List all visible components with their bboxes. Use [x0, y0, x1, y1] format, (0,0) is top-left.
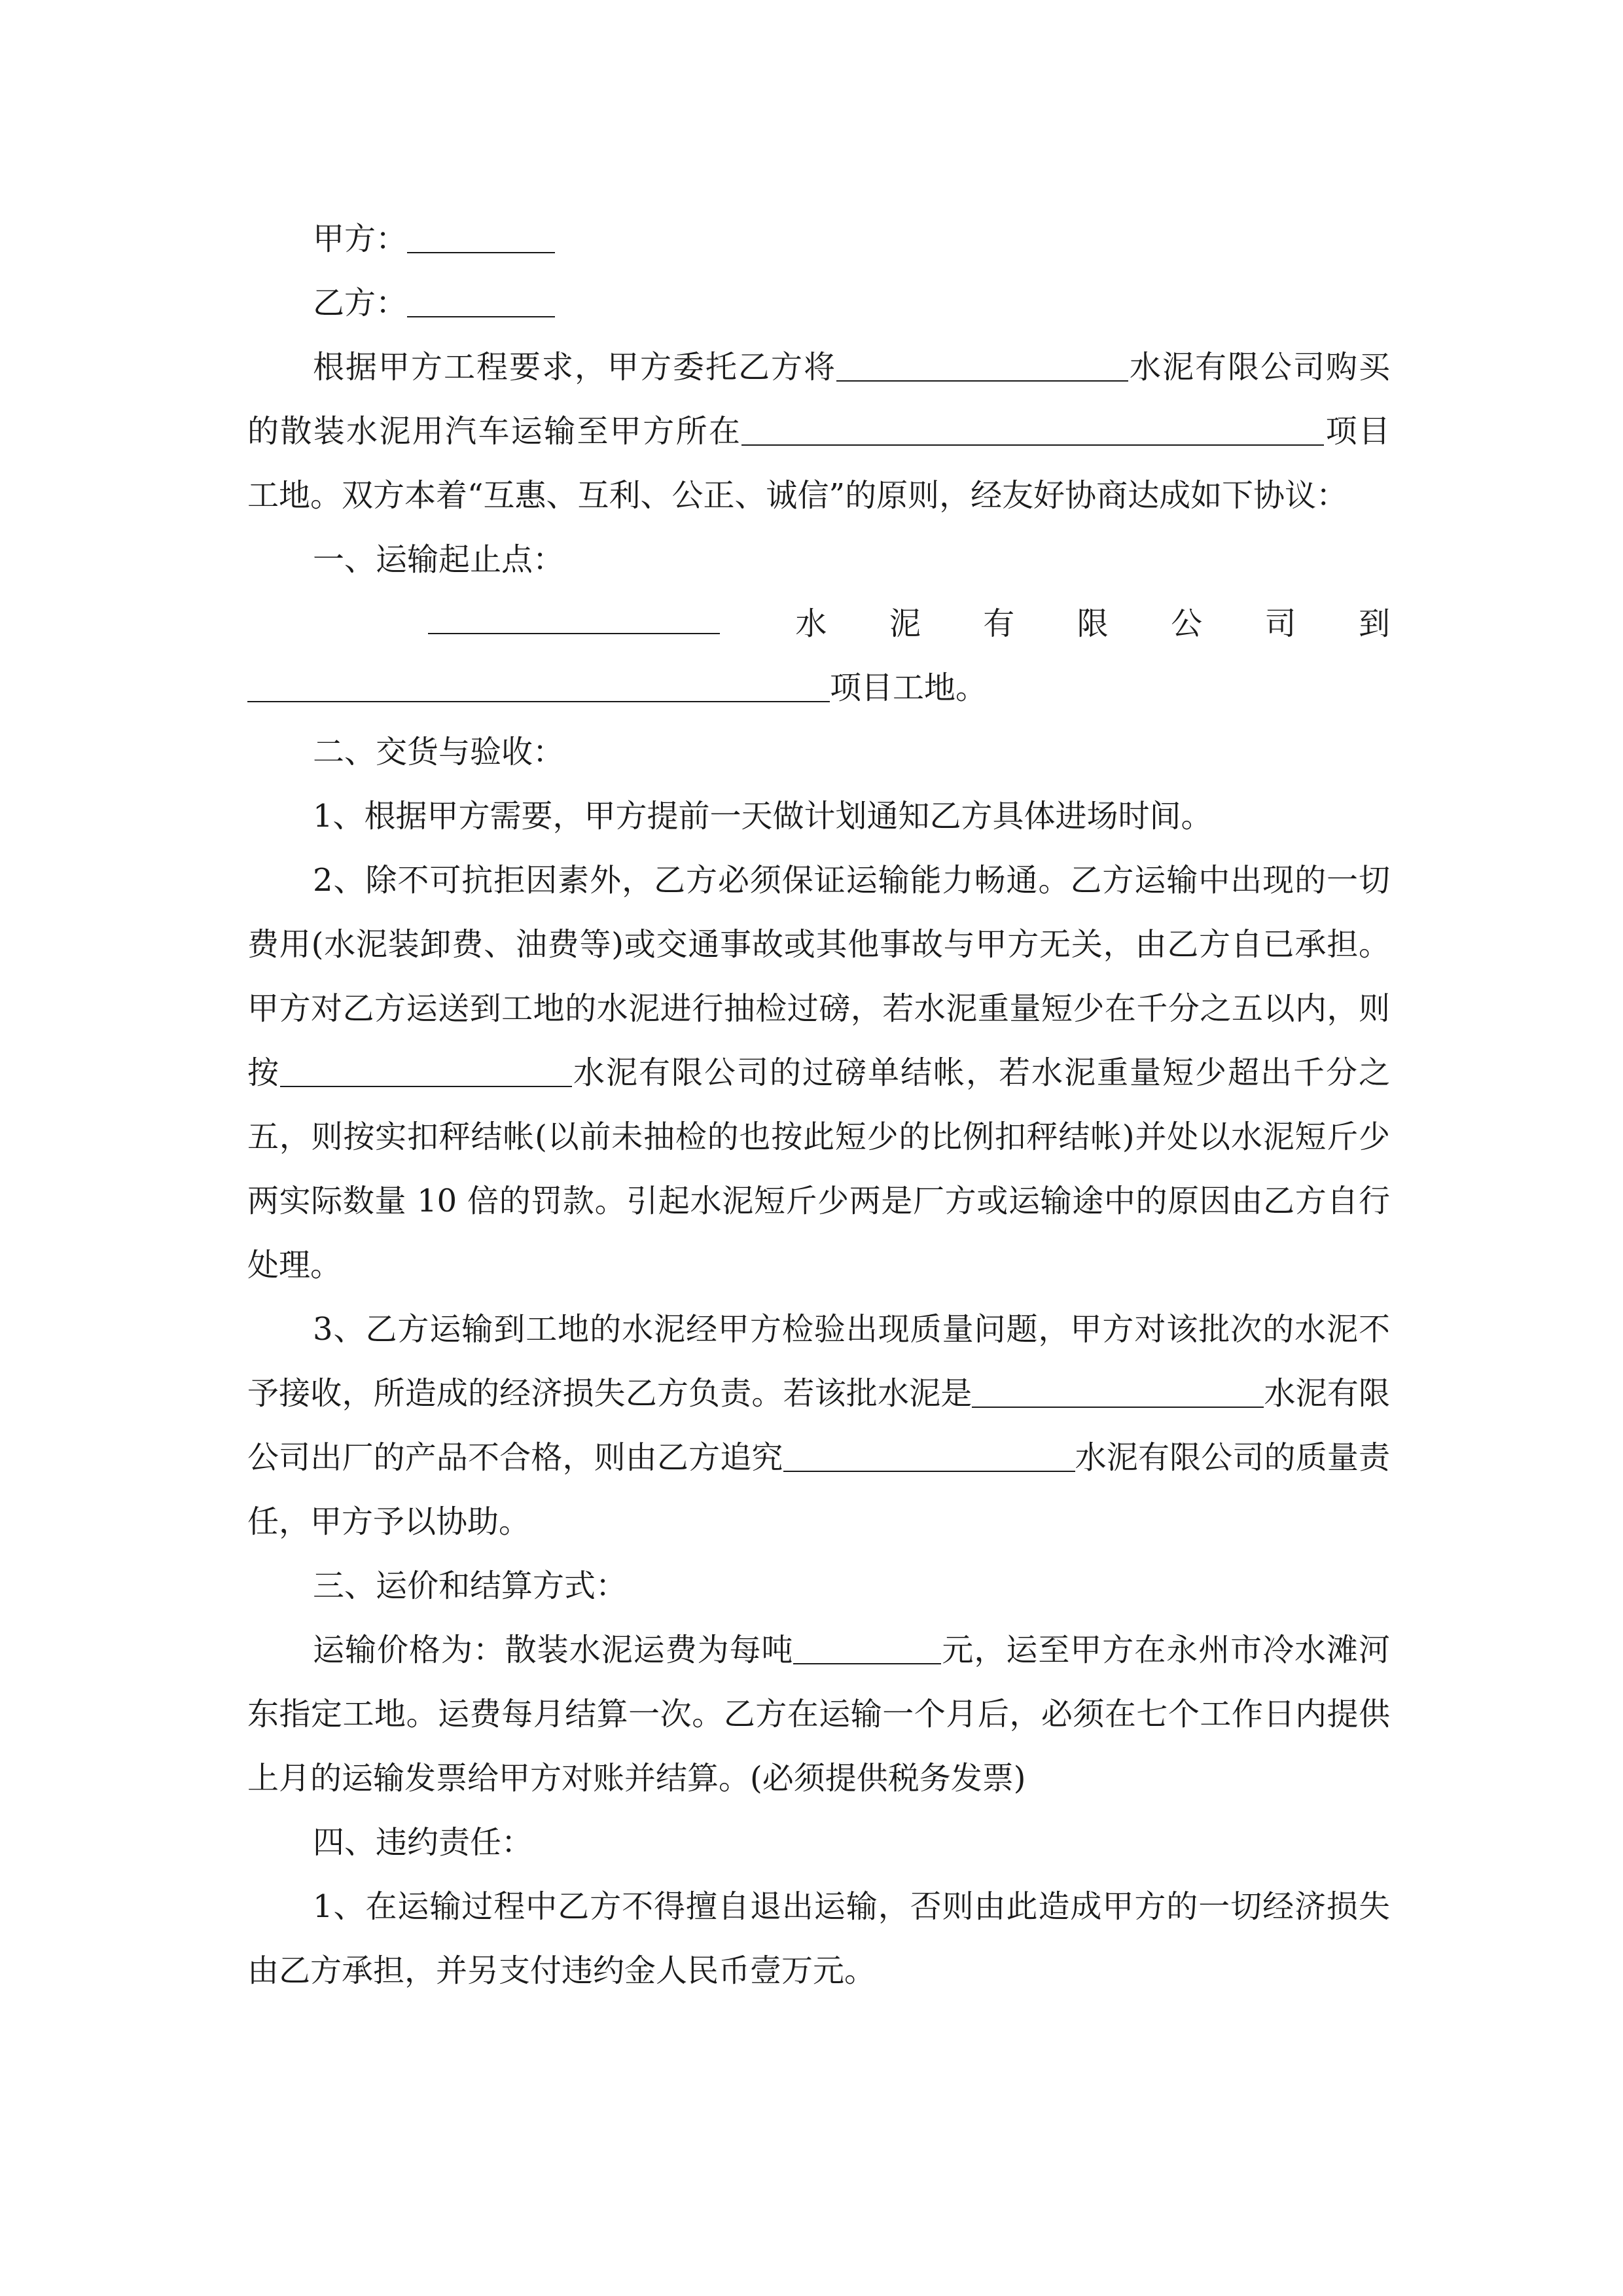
intro-text-1: 根据甲方工程要求，甲方委托乙方将 — [313, 349, 836, 386]
section2-item1: 1、根据甲方需要，甲方提前一天做计划通知乙方具体进场时间。 — [313, 798, 1213, 834]
price-text-2: 元，运至甲方在永州市冷水滩河东指定工地。运费每月结算一次。乙方在运输一个月后，必须在七个工作日内提供上月的运输发票给甲方对账并结算。(必须提供税务发票) — [247, 1632, 1390, 1797]
route-char: 司 — [1264, 605, 1296, 642]
section3-heading: 三、运价和结算方式： — [313, 1568, 628, 1604]
price-per-ton-blank[interactable] — [793, 1626, 941, 1664]
party-b-line — [247, 271, 1390, 335]
section3-paragraph — [247, 1618, 1390, 1810]
price-text-1: 运输价格为：散装水泥运费为每吨 — [313, 1632, 794, 1668]
item2-text-a: 2、除不可抗拒因素外，乙方必须保证运输能力畅通。乙方运输中出现的一切费用(水泥装卸费、油费等)或交通事故或其他事故与甲方无关，由乙方自已承担。甲方对乙方运送到工地的水泥进行抽检过磅，若水泥重量短少在千分之五以内，则按 — [247, 862, 1390, 1091]
intro-paragraph — [247, 335, 1390, 528]
section4-item1: 1、在运输过程中乙方不得擅自退出运输，否则由此造成甲方的一切经济损失由乙方承担，并另支付违约金人民币壹万元。 — [247, 1888, 1390, 1989]
cement-company-blank[interactable] — [836, 344, 1128, 382]
section2-item3 — [247, 1297, 1390, 1554]
item3-text-b: 水泥有限公司出厂的产品不合格，则由乙方追究 — [247, 1375, 1390, 1476]
party-a-blank[interactable] — [407, 215, 555, 253]
section2-item2 — [247, 848, 1390, 1297]
intro-text-3: 项目工地。双方本着“互惠、互利、公正、诚信”的原则，经友好协商达成如下协议： — [247, 413, 1390, 514]
section2-heading: 二、交货与验收： — [313, 734, 565, 770]
intro-text-2: 水泥有限公司购买的散装水泥用汽车运输至甲方所在 — [247, 349, 1390, 450]
route-destination-line — [247, 656, 1390, 720]
route-char: 限 — [1077, 605, 1109, 642]
route-line — [247, 592, 1390, 656]
party-b-label: 乙方： — [313, 285, 408, 321]
item2-text-b: 水泥有限公司的过磅单结帐，若水泥重量短少超出千分之五，则按实扣秤结帐(以前未抽检的也按此短少的比例扣秤结帐)并处以水泥短斤少两实际数量 10 倍的罚款。引起水泥短斤少两是厂方或运输途中的原因由乙方自行处理。 — [247, 1054, 1390, 1283]
route-char: 水 — [795, 605, 827, 642]
item3-text-c: 水泥有限公司的质量责任，甲方予以协助。 — [247, 1439, 1390, 1540]
batch-company-blank[interactable] — [972, 1370, 1264, 1408]
route-char: 到 — [1358, 605, 1390, 642]
route-char: 公 — [1171, 605, 1203, 642]
party-b-blank[interactable] — [407, 279, 555, 317]
liability-company-blank[interactable] — [783, 1434, 1075, 1472]
route-char: 泥 — [889, 605, 921, 642]
route-origin-blank[interactable] — [428, 596, 720, 634]
party-a-line — [247, 207, 1390, 271]
route-char: 有 — [983, 605, 1015, 642]
item3-text-a: 3、乙方运输到工地的水泥经甲方检验出现质量问题，甲方对该批次的水泥不予接收，所造成的经济损失乙方负责。若该批水泥是 — [247, 1311, 1390, 1412]
route-tail: 项目工地。 — [830, 670, 988, 706]
section1-heading: 一、运输起止点： — [313, 541, 565, 578]
section4-heading: 四、违约责任： — [313, 1824, 533, 1861]
route-destination-blank[interactable] — [247, 664, 830, 702]
contract-page — [247, 207, 1390, 2003]
project-site-blank[interactable] — [741, 408, 1324, 446]
party-a-label: 甲方： — [313, 221, 408, 257]
weighing-company-blank[interactable] — [280, 1049, 572, 1087]
